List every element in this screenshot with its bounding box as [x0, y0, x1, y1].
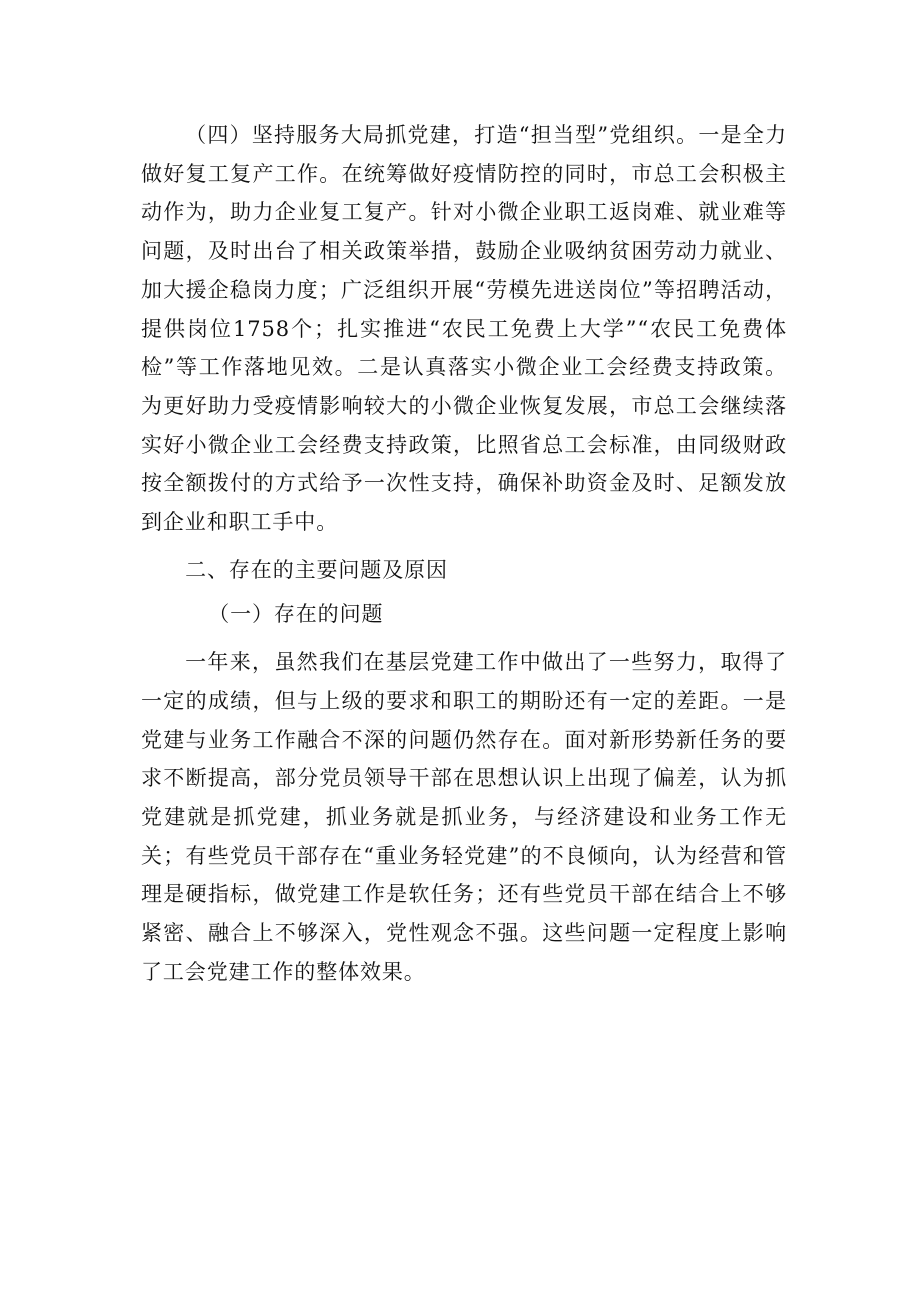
- section-heading-main-problems: 二、存在的主要问题及原因: [185, 557, 448, 582]
- document-body: [141, 116, 787, 991]
- paragraph-party-building-service: （四）坚持服务大局抓党建，打造“担当型”党组织。一是全力做好复工复产工作。在统筹做好疫情防控的同时，市总工会积极主动作为，助力企业复工复产。针对小微企业职工返岗难、就业难等问题，及时出台了相关政策举措，鼓励企业吸纳贫困劳动力就业、加大援企稳岗力度；广泛组织开展“劳模先进送岗位”等招聘活动，提供岗位1758个；扎实推进“农民工免费上大学”“农民工免费体检”等工作落地见效。二是认真落实小微企业工会经费支持政策。为更好助力受疫情影响较大的小微企业恢复发展，市总工会继续落实好小微企业工会经费支持政策，比照省总工会标准，由同级财政按全额拨付的方式给予一次性支持，确保补助资金及时、足额发放到企业和职工手中。: [141, 123, 787, 535]
- paragraph-existing-problems: 一年来，虽然我们在基层党建工作中做出了一些努力，取得了一定的成绩，但与上级的要求和职工的期盼还有一定的差距。一是党建与业务工作融合不深的问题仍然存在。面对新形势新任务的要求不断提高，部分党员领导干部在思想认识上出现了偏差，认为抓党建就是抓党建，抓业务就是抓业务，与经济建设和业务工作无关；有些党员干部存在“重业务轻党建”的不良倾向，认为经营和管理是硬指标，做党建工作是软任务；还有些党员干部在结合上不够紧密、融合上不够深入，党性观念不强。这些问题一定程度上影响了工会党建工作的整体效果。: [141, 650, 787, 984]
- subsection-heading-existing-problems: （一）存在的问题: [208, 602, 384, 627]
